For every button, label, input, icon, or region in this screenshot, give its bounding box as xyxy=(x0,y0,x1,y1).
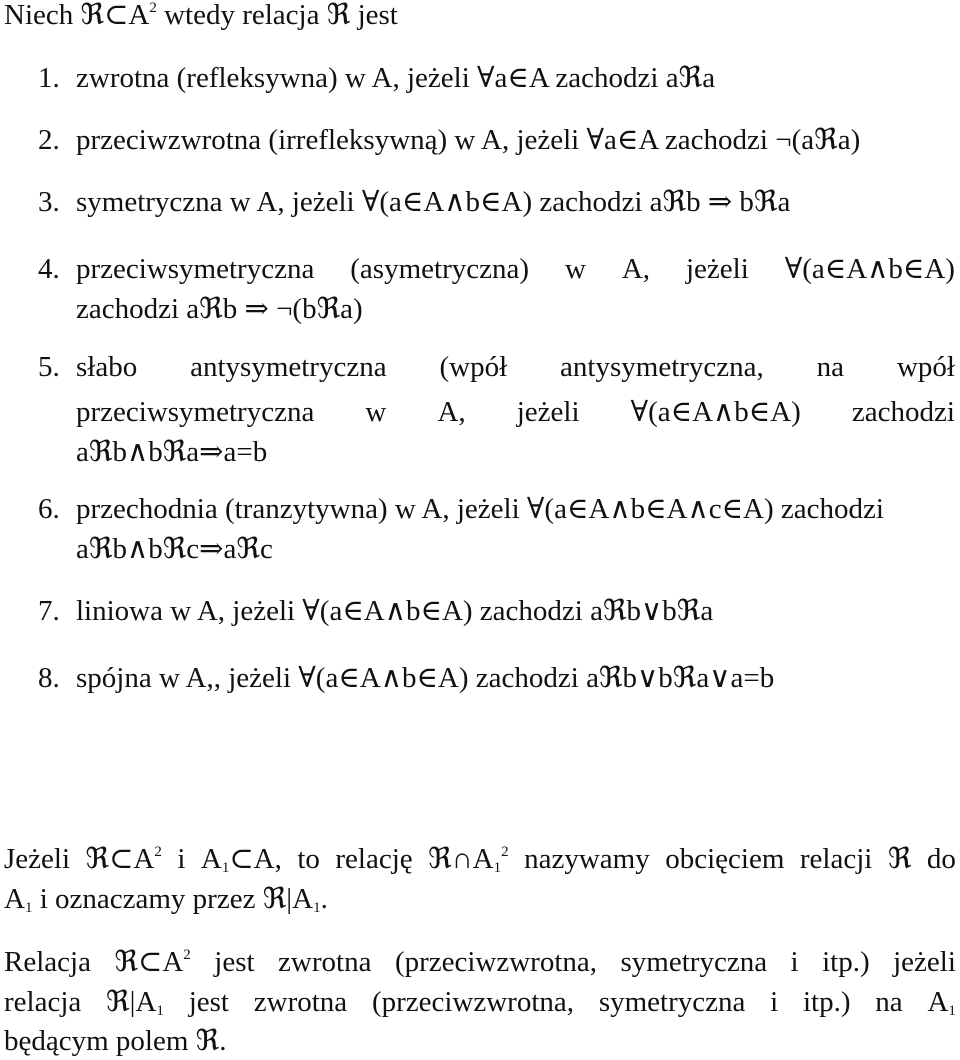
word: antysymetryczna xyxy=(190,351,387,383)
word: ∀(a∈A∧b∈A) xyxy=(630,396,801,428)
word: zachodzi xyxy=(851,396,955,428)
word: i xyxy=(790,946,799,978)
item-number: 4. xyxy=(38,253,60,285)
word: jeżeli xyxy=(685,253,749,285)
word: symetryczna xyxy=(598,986,746,1018)
word: A, xyxy=(437,396,466,428)
intro-text: Niech ℜ⊂A xyxy=(4,0,150,31)
word: zwrotna xyxy=(278,946,372,978)
word: itp.) xyxy=(802,986,851,1018)
intro-text-end: wtedy relacja ℜ jest xyxy=(156,0,398,31)
intro-line xyxy=(4,0,398,34)
item-text: przeciwzwrotna (irrefleksywną) w A, jeżeli ∀a∈A zachodzi ¬(aℜa) xyxy=(76,124,861,156)
word: przeciwsymetryczna xyxy=(76,253,315,285)
item-text-justified xyxy=(76,348,955,386)
paragraph-line xyxy=(4,983,956,1021)
word: w xyxy=(564,253,586,285)
paragraph-line xyxy=(4,943,956,981)
word: $ℜ\subset A^2$ xyxy=(114,946,191,978)
paragraph-line xyxy=(4,840,956,878)
word: jest xyxy=(188,986,229,1018)
word: (asymetryczna) xyxy=(350,253,529,285)
word: antysymetryczna, xyxy=(560,351,764,383)
item-text: przechodnia (tranzytywna) w A, jeżeli ∀(a∈A∧b∈A∧c∈A) zachodzi xyxy=(76,493,884,525)
word: zwrotna xyxy=(253,986,348,1018)
word: (przeciwzwrotna, xyxy=(371,986,575,1018)
intro-sup: 2 xyxy=(149,0,157,16)
item-text: liniowa w A, jeżeli ∀(a∈A∧b∈A) zachodzi aℜb∨bℜa xyxy=(76,595,714,627)
item-number: 7. xyxy=(38,595,60,627)
item-number: 8. xyxy=(38,662,60,694)
word: jeżeli xyxy=(893,946,956,978)
word: relację xyxy=(335,843,413,875)
word: $A_1\subset A$, xyxy=(200,843,282,876)
word: wpół xyxy=(896,351,955,383)
word: (przeciwzwrotna, xyxy=(394,946,598,978)
word: i xyxy=(770,986,779,1018)
word: nazywamy xyxy=(524,843,650,875)
word: obcięciem xyxy=(665,843,785,875)
item-number: 5. xyxy=(38,351,60,383)
item-text: aℜb∧bℜa⇒a=b xyxy=(76,436,268,468)
word: na xyxy=(816,351,845,383)
item-number: 6. xyxy=(38,493,60,525)
word: symetryczna xyxy=(620,946,768,978)
word: na xyxy=(875,986,903,1018)
word: Jeżeli xyxy=(4,843,71,875)
word: $ℜ\subset A^2$ xyxy=(85,843,162,875)
paragraph-line: $A_1$ i oznaczamy przez $ℜ|A_1$. xyxy=(4,883,328,916)
word: jeżeli xyxy=(516,396,580,428)
item-text: symetryczna w A, jeżeli ∀(a∈A∧b∈A) zachodzi aℜb ⇒ bℜa xyxy=(76,186,791,218)
paragraph-line: będącym polem ℜ. xyxy=(4,1025,227,1057)
word: i xyxy=(177,843,186,875)
item-text-justified xyxy=(76,393,955,431)
item-number: 2. xyxy=(38,124,60,156)
item-text: zwrotna (refleksywna) w A, jeżeli ∀a∈A zachodzi aℜa xyxy=(76,62,716,94)
word: to xyxy=(297,843,320,875)
word: słabo xyxy=(76,351,138,383)
item-text-justified xyxy=(76,250,955,288)
item-text: spójna w A,, jeżeli ∀(a∈A∧b∈A) zachodzi aℜb∨bℜa∨a=b xyxy=(76,662,775,694)
word: do xyxy=(926,843,956,875)
word: w xyxy=(365,396,387,428)
word: $A_1$ xyxy=(927,986,956,1019)
word: relacja xyxy=(4,986,82,1018)
word: $ℜ|A_1$ xyxy=(106,986,164,1019)
item-text: zachodzi aℜb ⇒ ¬(bℜa) xyxy=(76,293,363,325)
word: relacji xyxy=(799,843,873,875)
word: ℜ xyxy=(887,843,912,875)
word: $ℜ\cap A_1^2$ xyxy=(428,843,509,876)
word: przeciwsymetryczna xyxy=(76,396,315,428)
word: jest xyxy=(214,946,255,978)
item-number: 1. xyxy=(38,62,60,94)
word: (wpół xyxy=(439,351,508,383)
word: ∀(a∈A∧b∈A) xyxy=(784,253,955,285)
word: A, xyxy=(621,253,651,285)
word: itp.) xyxy=(822,946,870,978)
word: Relacja xyxy=(4,946,91,978)
item-number: 3. xyxy=(38,186,60,218)
item-text: aℜb∧bℜc⇒aℜc xyxy=(76,533,273,565)
